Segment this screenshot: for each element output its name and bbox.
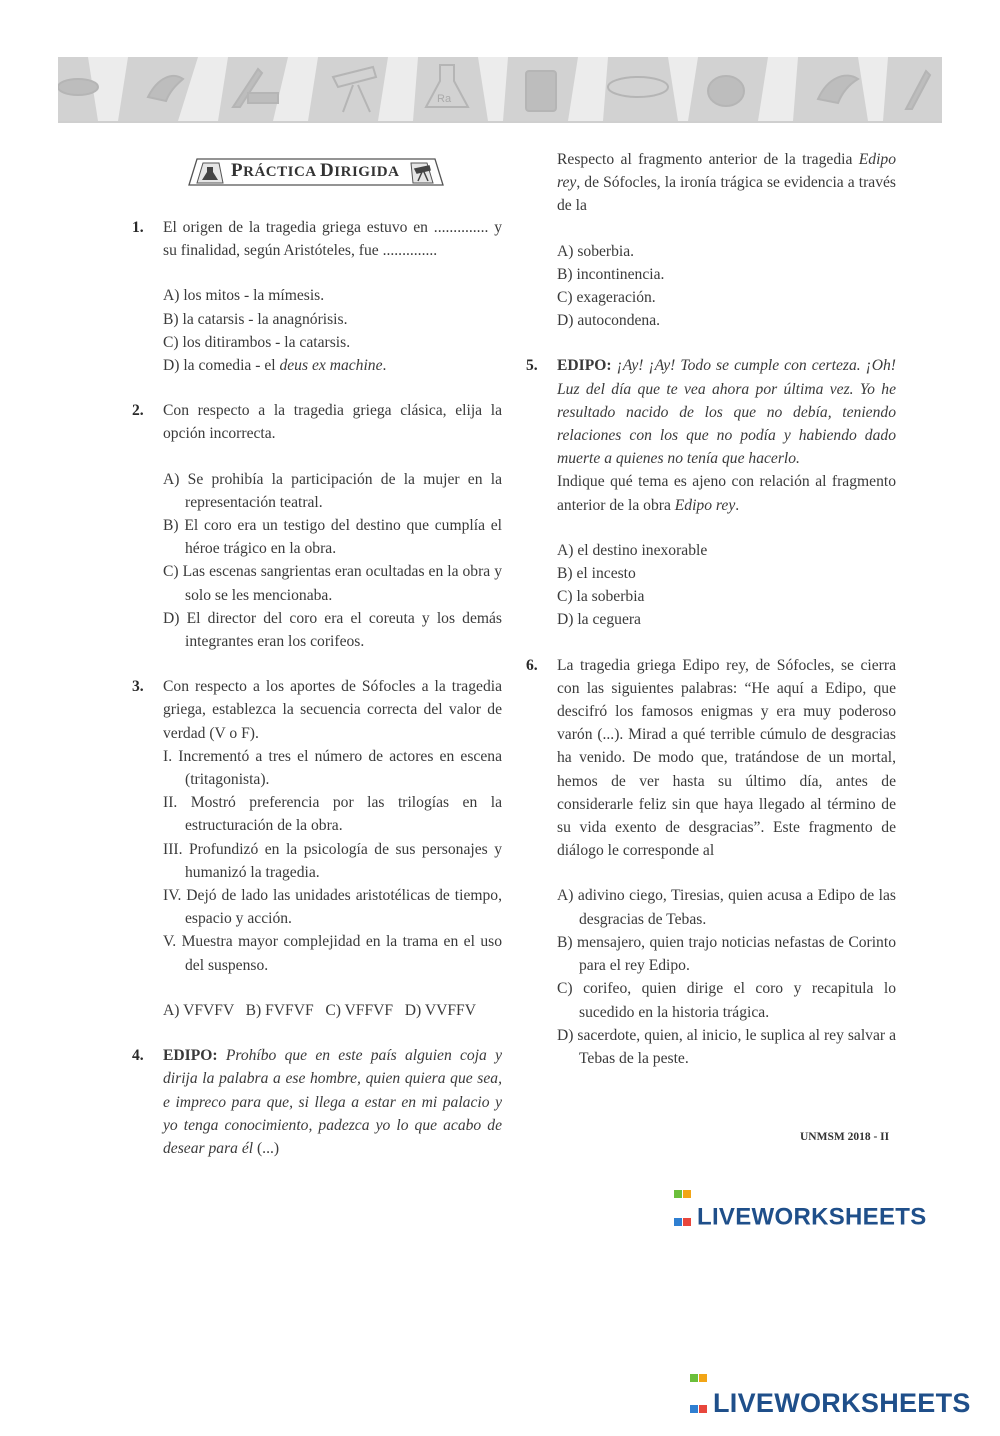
options-list [557, 539, 896, 632]
question-quote: EDIPO: ¡Ay! ¡Ay! Todo se cumple con certeza. ¡Oh! Luz del día que te vea ahora por última vez. Yo he resultado nacido de los que no debía, teniendo relaciones con los que no podía y habiendo dado muerte a quienes no tenía que hacerlo. [557, 357, 896, 468]
svg-text:Ra: Ra [437, 93, 452, 105]
option-b[interactable]: B) mensajero, quien trajo noticias nefastas de Corinto para el rey Edipo. [557, 933, 896, 975]
question-3 [132, 675, 502, 1022]
liveworksheets-logo-footer: LIVEWORKSHEETS [690, 1374, 971, 1436]
question-number: 3. [132, 678, 144, 696]
left-column [132, 216, 502, 1182]
question-number: 4. [132, 1047, 144, 1065]
question-quote: EDIPO: Prohíbo que en este país alguien coja y dirija la palabra a ese hombre, quien quiera que sea, e impreco para que, si llega a estar en mi palacio y yo tenga conocimiento, padezca yo lo que acabo de desear para él (...) [163, 1047, 502, 1157]
question-number: 5. [526, 357, 538, 375]
question-number: 6. [526, 656, 538, 674]
question-stem: Indique qué tema es ajeno con relación al fragmento anterior de la obra Edipo rey. [557, 473, 896, 514]
option-b[interactable]: B) la catarsis - la anagnórisis. [163, 310, 348, 328]
options-list [557, 884, 896, 1070]
book-icon-2 [526, 71, 556, 111]
statement-1: I. Incrementó a tres el número de actores en escena (tritagonista). [163, 747, 502, 789]
options-list [557, 240, 896, 333]
option-a[interactable]: A) el destino inexorable [557, 541, 708, 559]
liveworksheets-logo-icon [674, 1190, 694, 1246]
header-banner [58, 57, 942, 123]
right-column [526, 148, 896, 1092]
question-5 [526, 354, 896, 631]
option-a[interactable]: A) Se prohibía la participación de la mujer en la representación teatral. [163, 470, 502, 511]
liveworksheets-logo-icon [690, 1374, 710, 1436]
statements-list [163, 745, 502, 977]
option-c[interactable]: C) los ditirambos - la catarsis. [163, 333, 351, 351]
question-stem: El origen de la tragedia griega estuvo en .............. y su finalidad, según Aristóteles, fue .............. [163, 219, 502, 260]
option-d[interactable]: D) sacerdote, quien, al inicio, le suplica al rey salvar a Tebas de la peste. [557, 1026, 896, 1067]
options-list [163, 284, 502, 377]
statement-2: II. Mostró preferencia por las trilogías en la estructuración de la obra. [163, 794, 502, 835]
option-c[interactable]: C) Las escenas sangrientas eran ocultadas en la obra y solo se les mencionaba. [163, 563, 502, 604]
option-c[interactable]: C) corifeo, quien dirige el coro y recapitula lo sucedido en la historia trágica. [557, 980, 896, 1021]
question-1 [132, 216, 502, 377]
book-icon [248, 93, 278, 103]
section-title-box [183, 157, 449, 187]
question-number: 2. [132, 402, 144, 420]
question-stem: Con respecto a los aportes de Sófocles a la tragedia griega, establezca la secuencia correcta del valor de verdad (V o F). [163, 678, 502, 742]
option-d[interactable]: D) autocondena. [557, 312, 661, 330]
option-a[interactable]: A) soberbia. [557, 242, 635, 260]
option-b[interactable]: B) el incesto [557, 565, 636, 583]
banner-illustrations [58, 57, 942, 121]
option-c[interactable]: C) exageración. [557, 289, 656, 307]
option-c[interactable]: C) la soberbia [557, 588, 645, 606]
option-a[interactable]: A) los mitos - la mímesis. [163, 287, 325, 305]
question-stem: La tragedia griega Edipo rey, de Sófocles, se cierra con las siguientes palabras: “He aquí a Edipo, que descifró los famosos enigmas y era muy poderoso varón (...). Mirad a qué terrible cúmulo de desgracias ha venido. De modo que, tratándose de un mortal, hemos de ver hasta su último día, antes de considerarle feliz sin que haya llegado al término de su vida exento de desgracias”. Este fragmento de diálogo le corresponde al [557, 656, 896, 860]
option-d[interactable]: D) El director del coro era el coreuta y los demás integrantes eran los corifeos. [163, 609, 502, 651]
source-citation: UNMSM 2018 - II [800, 1131, 890, 1143]
answer-options[interactable]: A) VFVFV B) FVFVF C) VFFVF D) VVFFV [163, 1001, 476, 1019]
statement-5: V. Muestra mayor complejidad en la trama en el uso del suspenso. [163, 933, 502, 974]
statement-4: IV. Dejó de lado las unidades aristotélicas de tiempo, espacio y acción. [163, 887, 502, 928]
palette-icon [708, 76, 744, 106]
statement-3: III. Profundizó en la psicología de sus personajes y humanizó la tragedia. [163, 840, 502, 881]
liveworksheets-logo: LIVEWORKSHEETS [674, 1190, 927, 1246]
dish-icon [58, 79, 98, 95]
section-title: PRÁCTICA DIRIGIDA [231, 160, 400, 181]
option-d[interactable]: D) la comedia - el deus ex machine. [163, 357, 387, 375]
question-6 [526, 654, 896, 1070]
option-b[interactable]: B) El coro era un testigo del destino que cumplía el héroe trágico en la obra. [163, 517, 502, 558]
question-4 [132, 1044, 502, 1160]
question-4-continued [526, 148, 896, 332]
question-2 [132, 399, 502, 653]
option-b[interactable]: B) incontinencia. [557, 265, 665, 283]
option-d[interactable]: D) la ceguera [557, 611, 641, 629]
question-number: 1. [132, 219, 144, 236]
options-list [163, 468, 502, 654]
question-stem: Con respecto a la tragedia griega clásica, elija la opción incorrecta. [163, 402, 502, 443]
option-a[interactable]: A) adivino ciego, Tiresias, quien acusa a Edipo de las desgracias de Tebas. [557, 887, 896, 928]
question-stem: Respecto al fragmento anterior de la tragedia Edipo rey, de Sófocles, la ironía trágica se evidencia a través de la [557, 151, 896, 215]
